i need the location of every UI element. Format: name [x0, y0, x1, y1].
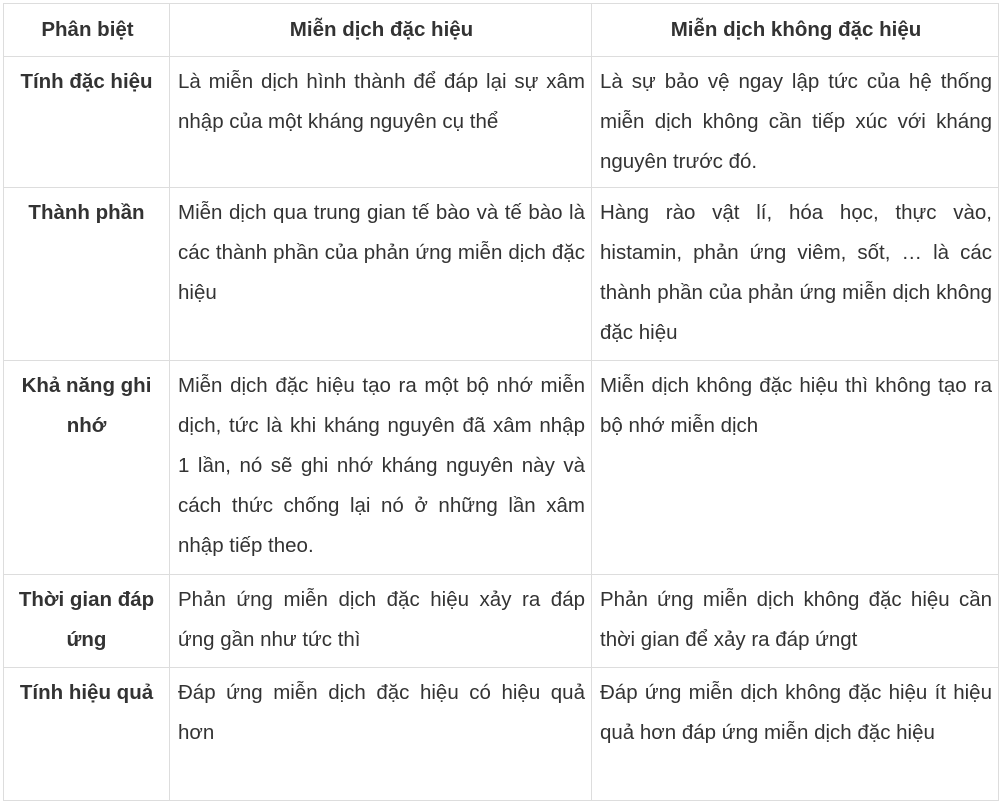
header-row — [4, 4, 999, 57]
table-row — [4, 188, 999, 361]
cell-specific: Phản ứng miễn dịch đặc hiệu xảy ra đáp ứng gần như tức thì — [170, 575, 592, 668]
cell-specific: Là miễn dịch hình thành để đáp lại sự xâm nhập của một kháng nguyên cụ thể — [170, 57, 592, 188]
cell-nonspecific: Hàng rào vật lí, hóa học, thực vào, histamin, phản ứng viêm, sốt, … là các thành phần của phản ứng miễn dịch không đặc hiệu — [592, 188, 999, 361]
cell-specific: Miễn dịch qua trung gian tế bào và tế bào là các thành phần của phản ứng miễn dịch đặc hiệu — [170, 188, 592, 361]
table-row — [4, 361, 999, 575]
cell-nonspecific: Phản ứng miễn dịch không đặc hiệu cần thời gian để xảy ra đáp ứngt — [592, 575, 999, 668]
header-nonspecific-immunity: Miễn dịch không đặc hiệu — [592, 4, 999, 57]
cell-nonspecific: Miễn dịch không đặc hiệu thì không tạo ra bộ nhớ miễn dịch — [592, 361, 999, 575]
row-label: Tính đặc hiệu — [4, 57, 170, 188]
row-label: Thời gian đáp ứng — [4, 575, 170, 668]
table-row — [4, 57, 999, 188]
row-label: Khả năng ghi nhớ — [4, 361, 170, 575]
table-row — [4, 575, 999, 668]
table-header — [4, 4, 999, 57]
header-specific-immunity: Miễn dịch đặc hiệu — [170, 4, 592, 57]
cell-nonspecific: Là sự bảo vệ ngay lập tức của hệ thống miễn dịch không cần tiếp xúc với kháng nguyên trước đó. — [592, 57, 999, 188]
comparison-table — [3, 3, 999, 801]
row-label: Tính hiệu quả — [4, 668, 170, 801]
cell-specific: Miễn dịch đặc hiệu tạo ra một bộ nhớ miễn dịch, tức là khi kháng nguyên đã xâm nhập 1 lần, nó sẽ ghi nhớ kháng nguyên này và cách thức chống lại nó ở những lần xâm nhập tiếp theo. — [170, 361, 592, 575]
table-body — [4, 57, 999, 801]
row-label: Thành phần — [4, 188, 170, 361]
cell-nonspecific: Đáp ứng miễn dịch không đặc hiệu ít hiệu quả hơn đáp ứng miễn dịch đặc hiệu — [592, 668, 999, 801]
cell-specific: Đáp ứng miễn dịch đặc hiệu có hiệu quả hơn — [170, 668, 592, 801]
table-row — [4, 668, 999, 801]
header-criteria: Phân biệt — [4, 4, 170, 57]
